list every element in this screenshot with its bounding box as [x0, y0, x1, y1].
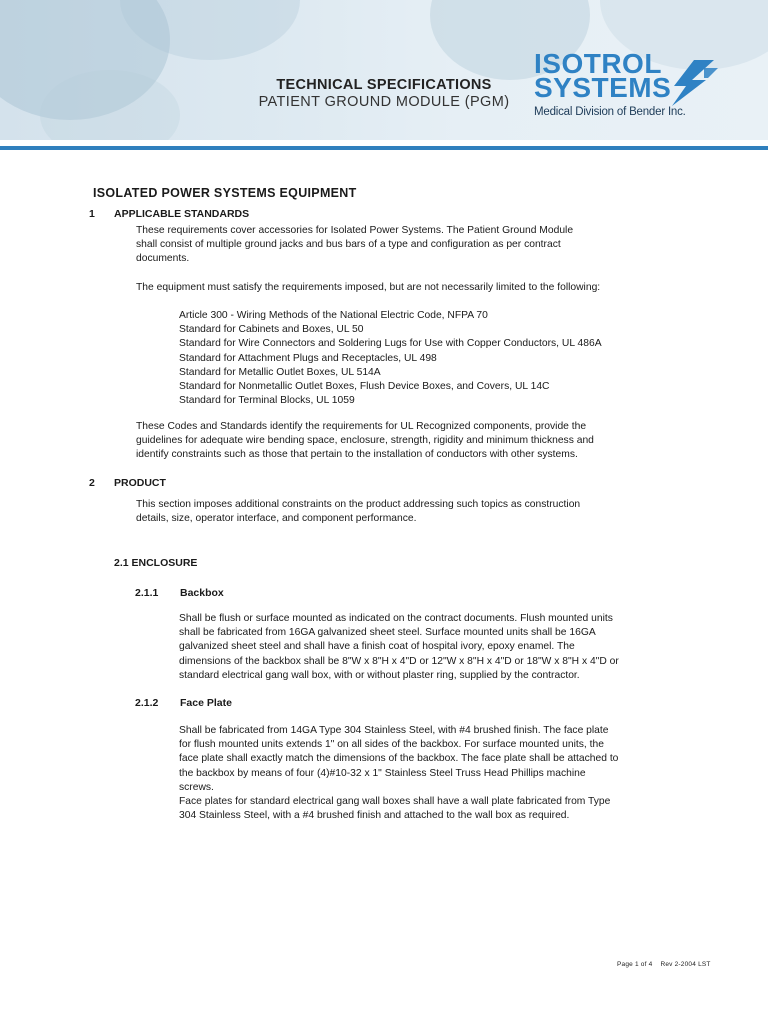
section-number: 2: [89, 477, 95, 489]
text-line: details, size, operator interface, and component performance.: [136, 513, 417, 525]
paragraph: [179, 724, 618, 823]
text-line: These Codes and Standards identify the requirements for UL Recognized components, provide the: [136, 421, 587, 432]
list-item: Standard for Cabinets and Boxes, UL 50: [179, 324, 364, 336]
paragraph: [136, 224, 573, 267]
title-block: [244, 77, 524, 111]
list-item: Standard for Wire Connectors and Soldering Lugs for Use with Copper Conductors, UL 486A: [179, 338, 602, 350]
text-line: for flush mounted units extends 1" on all sides of the backbox. For surface mounted units, the: [179, 739, 604, 751]
list-item: Standard for Terminal Blocks, UL 1059: [179, 395, 355, 407]
list-item: Standard for Metallic Outlet Boxes, UL 514A: [179, 366, 381, 378]
paragraph: [136, 281, 600, 295]
section-title: PRODUCT: [114, 477, 166, 489]
text-line: guidelines for adequate wire bending space, enclosure, strength, rigidity and minimum thickness and: [136, 435, 594, 447]
logo-text-line1: ISOTROL: [534, 48, 662, 79]
subsection-number: 2.1.2: [135, 697, 159, 709]
text-line: screws.: [179, 781, 214, 793]
document-title: TECHNICAL SPECIFICATIONS: [276, 77, 492, 93]
text-line: The equipment must satisfy the requirements imposed, but are not necessarily limited to the following:: [136, 282, 601, 293]
page-number: Page 1 of 4: [617, 961, 653, 968]
section-number: 1: [89, 208, 95, 220]
subsection-title: 2.1 ENCLOSURE: [114, 557, 198, 569]
text-line: identify constraints such as those that pertain to the installation of conductors with other systems.: [136, 449, 578, 461]
paragraph: [136, 498, 580, 526]
logo-tagline: Medical Division of Bender Inc.: [534, 106, 686, 118]
subsection-number: 2.1.1: [135, 587, 159, 599]
text-line: Shall be fabricated from 14GA Type 304 Stainless Steel, with #4 brushed finish. The face plate: [179, 725, 609, 736]
text-line: standard electrical gang wall box, with or without plaster ring, supplied by the contractor.: [179, 669, 580, 681]
text-line: documents.: [136, 253, 190, 265]
subsection-title: Face Plate: [180, 697, 232, 709]
list-item: Standard for Attachment Plugs and Receptacles, UL 498: [179, 352, 437, 364]
text-line: the backbox by means of four (4)#10-32 x 1" Stainless Steel Truss Head Phillips machine: [179, 767, 586, 779]
header-banner: [0, 0, 768, 140]
text-line: Face plates for standard electrical gang wall boxes shall have a wall plate fabricated from Type: [179, 796, 611, 808]
text-line: shall consist of multiple ground jacks and bus bars of a type and configuration as per contract: [136, 239, 561, 251]
text-line: galvanized sheet steel and shall have a finish coat of hospital ivory, epoxy enamel. The: [179, 641, 575, 653]
lightning-logo-icon: [664, 60, 722, 106]
text-line: face plate shall exactly match the dimensions of the backbox. The face plate shall be attached to: [179, 753, 619, 765]
paragraph: [179, 612, 619, 683]
text-line: 304 Stainless Steel, with a #4 brushed finish and attached to the wall box as required.: [179, 810, 570, 822]
page-footer: [617, 961, 711, 968]
text-line: shall be fabricated from 16GA galvanized sheet steel. Surface mounted units shall be 16GA: [179, 627, 596, 639]
list-item: Standard for Nonmetallic Outlet Boxes, Flush Device Boxes, and Covers, UL 14C: [179, 381, 550, 393]
text-line: Shall be flush or surface mounted as indicated on the contract documents. Flush mounted units: [179, 613, 613, 624]
company-logo: [534, 48, 724, 118]
revision-label: Rev 2-2004 LST: [660, 961, 711, 968]
logo-text-line2: SYSTEMS: [534, 72, 672, 103]
list-item: Article 300 - Wiring Methods of the National Electric Code, NFPA 70: [179, 310, 488, 321]
document-subtitle: PATIENT GROUND MODULE (PGM): [258, 94, 510, 110]
text-line: This section imposes additional constraints on the product addressing such topics as construction: [136, 499, 581, 510]
text-line: dimensions of the backbox shall be 8"W x 8"H x 4"D or 12"W x 8"H x 4"D or 18"W x 8"H x 4"D or: [179, 655, 619, 667]
subsection-title: Backbox: [180, 587, 224, 599]
header-rule: [0, 146, 768, 150]
text-line: These requirements cover accessories for Isolated Power Systems. The Patient Ground Module: [136, 225, 574, 236]
section-title: APPLICABLE STANDARDS: [114, 208, 250, 220]
standards-list: [179, 309, 602, 408]
main-heading: ISOLATED POWER SYSTEMS EQUIPMENT: [93, 186, 357, 200]
paragraph: [136, 420, 594, 463]
